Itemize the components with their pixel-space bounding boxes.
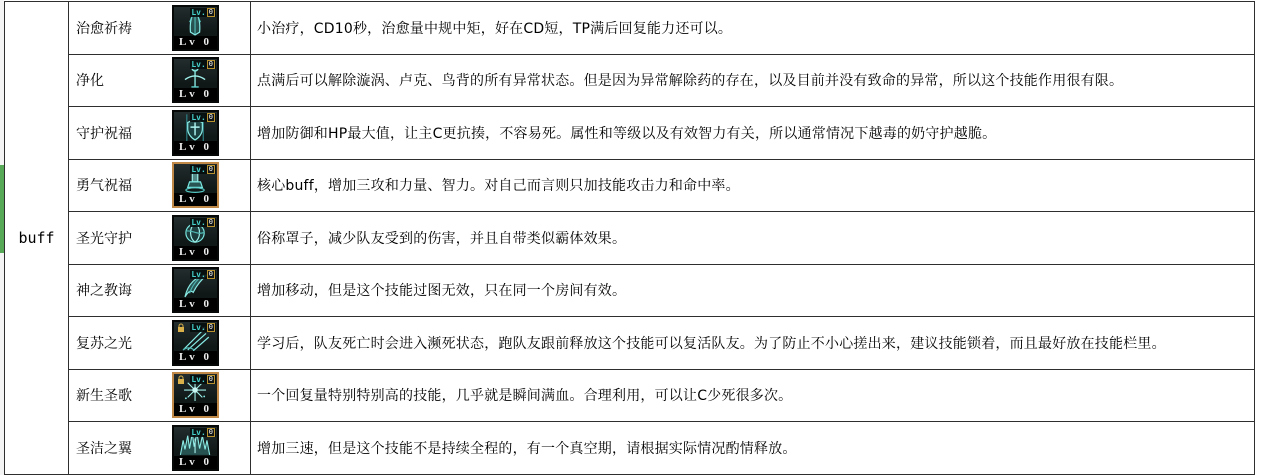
skill-desc-cell xyxy=(251,370,1255,423)
skill-icon-slot[interactable] xyxy=(172,320,219,366)
skill-description: 点满后可以解除漩涡、卢克、鸟背的所有异常状态。但是因为异常解除药的存在，以及目前并没有致命的异常，所以这个技能作用很有限。 xyxy=(257,73,1124,90)
skill-name-cell xyxy=(69,2,251,55)
badge-value: 0 xyxy=(208,375,213,384)
skill-icon-slot[interactable] xyxy=(172,372,219,418)
badge-value: 0 xyxy=(208,322,213,331)
skill-name-cell xyxy=(69,265,251,318)
skill-icon-slot[interactable] xyxy=(172,110,219,156)
skill-name-cell xyxy=(69,422,251,475)
skill-icon-slot[interactable] xyxy=(172,162,219,208)
badge-value: 0 xyxy=(208,217,213,226)
skill-desc-cell xyxy=(251,422,1255,475)
skill-desc-cell xyxy=(251,55,1255,108)
level-badge xyxy=(190,165,216,174)
skill-name: 勇气祝福 xyxy=(76,178,132,195)
skill-icon-slot[interactable] xyxy=(172,267,219,313)
skill-name-cell xyxy=(69,55,251,108)
badge-prefix: Lv. xyxy=(191,60,206,70)
skill-name-cell xyxy=(69,107,251,160)
level-badge xyxy=(190,375,216,384)
skill-name-cell xyxy=(69,212,251,265)
badge-prefix: Lv. xyxy=(191,270,206,280)
skill-name-cell xyxy=(69,160,251,213)
skill-description: 学习后，队友死亡时会进入濒死状态，跑队友跟前释放这个技能可以复活队友。为了防止不小心搓出来，建议技能锁着，而且最好放在技能栏里。 xyxy=(257,335,1166,352)
skill-icon-slot[interactable] xyxy=(172,5,219,51)
badge-value: 0 xyxy=(208,60,213,69)
skill-name: 圣光守护 xyxy=(76,230,132,247)
badge-prefix: Lv. xyxy=(191,375,206,385)
skill-description: 增加三速，但是这个技能不是持续全程的，有一个真空期，请根据实际情况酌情释放。 xyxy=(257,440,797,457)
category-cell xyxy=(5,2,69,475)
lock-icon xyxy=(177,375,185,385)
skill-name-cell xyxy=(69,317,251,370)
skill-description: 一个回复量特别特别高的技能，几乎就是瞬间满血。合理利用，可以让C少死很多次。 xyxy=(257,388,793,405)
level-badge xyxy=(190,60,216,69)
lock-icon xyxy=(177,323,185,333)
level-label: Lv 0 xyxy=(174,141,217,154)
level-label: Lv 0 xyxy=(174,403,217,416)
level-label: Lv 0 xyxy=(174,298,217,311)
skill-name: 圣洁之翼 xyxy=(76,440,132,457)
badge-value: 0 xyxy=(208,112,213,121)
level-label: Lv 0 xyxy=(174,246,217,259)
level-label: Lv 0 xyxy=(174,193,217,206)
level-label: Lv 0 xyxy=(174,456,217,469)
skill-description: 小治疗，CD10秒，治愈量中规中矩，好在CD短，TP满后回复能力还可以。 xyxy=(257,20,733,37)
badge-prefix: Lv. xyxy=(191,217,206,227)
badge-prefix: Lv. xyxy=(191,7,206,17)
level-badge xyxy=(190,113,216,122)
badge-prefix: Lv. xyxy=(191,427,206,437)
skill-desc-cell xyxy=(251,2,1255,55)
level-badge xyxy=(190,218,216,227)
badge-value: 0 xyxy=(208,165,213,174)
skill-desc-cell xyxy=(251,317,1255,370)
skill-desc-cell xyxy=(251,160,1255,213)
badge-prefix: Lv. xyxy=(191,112,206,122)
skill-name: 治愈祈祷 xyxy=(76,20,132,37)
skill-description: 核心buff，增加三攻和力量、智力。对自己而言则只加技能攻击力和命中率。 xyxy=(257,178,740,195)
level-label: Lv 0 xyxy=(174,88,217,101)
skill-name: 神之教诲 xyxy=(76,283,132,300)
badge-prefix: Lv. xyxy=(191,165,206,175)
skill-icon-slot[interactable] xyxy=(172,425,219,471)
badge-value: 0 xyxy=(208,270,213,279)
category-label: buff xyxy=(18,228,55,247)
level-label: Lv 0 xyxy=(174,36,217,49)
skill-desc-cell xyxy=(251,107,1255,160)
level-badge xyxy=(190,323,216,332)
skill-description: 增加防御和HP最大值，让主C更抗揍，不容易死。属性和等级以及有效智力有关，所以通常情况下越毒的奶守护越脆。 xyxy=(257,125,997,142)
skill-name: 净化 xyxy=(76,73,104,90)
badge-prefix: Lv. xyxy=(191,322,206,332)
level-badge xyxy=(190,8,216,17)
skill-desc-cell xyxy=(251,212,1255,265)
skill-icon-slot[interactable] xyxy=(172,215,219,261)
skill-name: 复苏之光 xyxy=(76,335,132,352)
skill-name-cell xyxy=(69,370,251,423)
skill-name: 新生圣歌 xyxy=(76,388,132,405)
skill-name: 守护祝福 xyxy=(76,125,132,142)
skill-table xyxy=(4,1,1255,475)
level-badge xyxy=(190,428,216,437)
skill-desc-cell xyxy=(251,265,1255,318)
skill-description: 俗称罩子，减少队友受到的伤害，并且自带类似霸体效果。 xyxy=(257,230,627,247)
badge-value: 0 xyxy=(208,427,213,436)
skill-description: 增加移动，但是这个技能过图无效，只在同一个房间有效。 xyxy=(257,283,627,300)
badge-value: 0 xyxy=(208,7,213,16)
level-badge xyxy=(190,270,216,279)
level-label: Lv 0 xyxy=(174,351,217,364)
skill-icon-slot[interactable] xyxy=(172,57,219,103)
